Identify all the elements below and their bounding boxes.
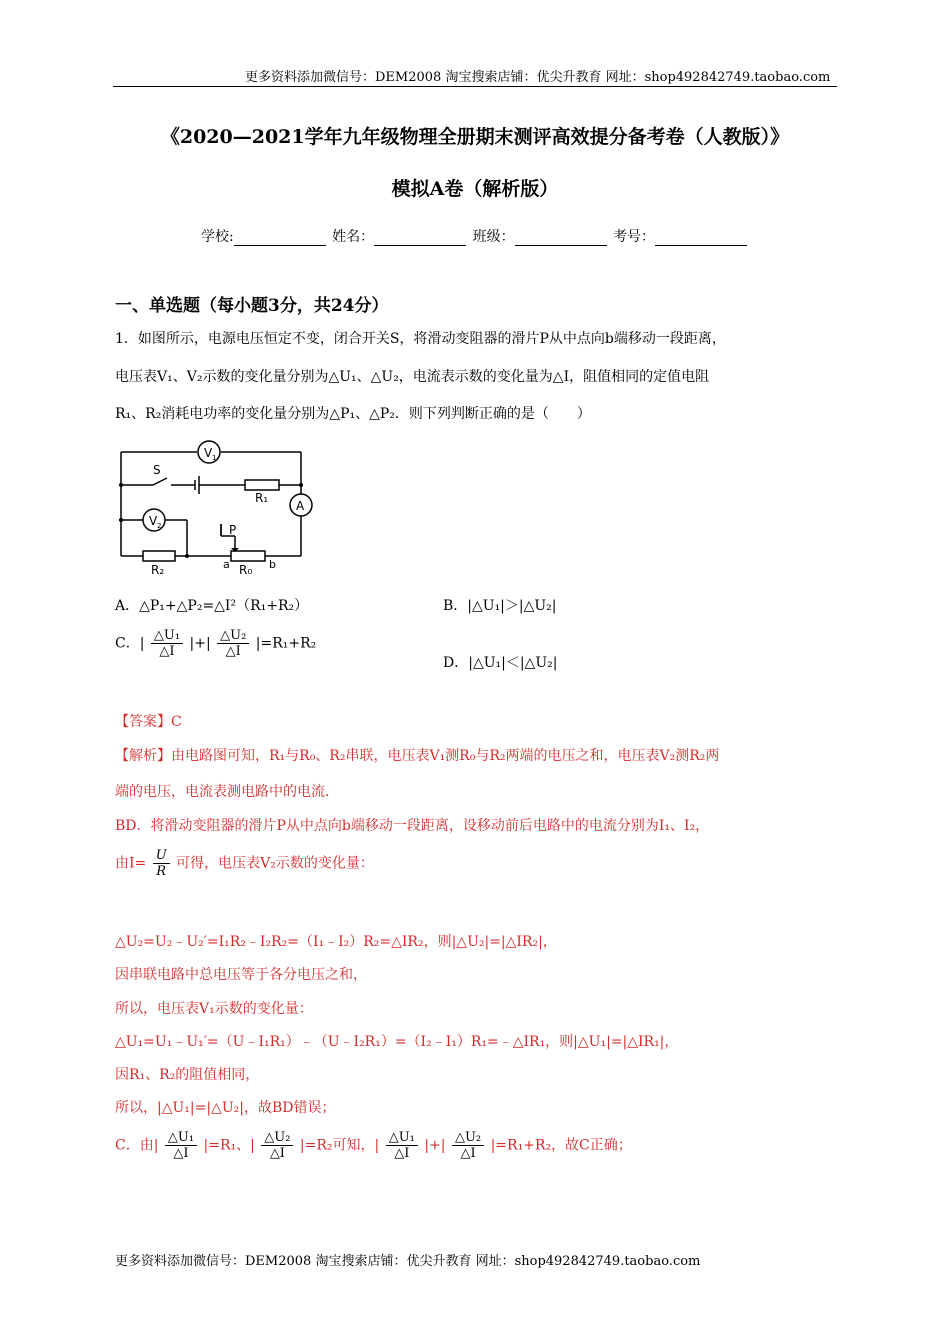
- fraction-du1-di: $\frac{\text{△U₁}}{\triangle I}$: [151, 628, 183, 659]
- name-label: 姓名：: [332, 229, 375, 245]
- page-header: 更多资料添加微信号：DEM2008 淘宝搜索店铺：优尖升教育 网址：shop492842749.taobao.com: [245, 70, 831, 85]
- analysis-line-3: BD．将滑动变阻器的滑片P从中点向b端移动一段距离，设移动前后电路中的电流分别为I₁、I₂，: [115, 818, 710, 834]
- answer-value: C: [171, 714, 182, 730]
- analysis-label: 【解析】: [115, 748, 171, 764]
- option-c: C．| $\frac{\text{△U₁}}{\triangle I}$ |+| $\frac{\text{△U₂}}{\triangle I}$ |=R₁+R₂: [115, 628, 317, 659]
- header-rule: [113, 86, 837, 87]
- school-label: 学校:: [200, 229, 234, 245]
- analysis-line-4: 由I= $\frac{U}{R}$ 可得，电压表V₂示数的变化量：: [115, 848, 374, 879]
- r2-label: R₂: [151, 563, 165, 577]
- v2-label: V: [149, 514, 158, 528]
- analysis-line-9: 因R₁、R₂的阻值相同，: [115, 1067, 260, 1083]
- slider-p-label: P: [229, 523, 237, 537]
- r0-label: R₀: [239, 563, 253, 577]
- v2-sub: 2: [157, 522, 162, 530]
- class-blank: [515, 231, 607, 246]
- page-footer: 更多资料添加微信号：DEM2008 淘宝搜索店铺：优尖升教育 网址：shop492842749.taobao.com: [115, 1254, 701, 1269]
- v1-label: V: [204, 446, 213, 460]
- analysis-line-8: △U₁=U₁﹣U₁′=（U﹣I₁R₁）﹣（U﹣I₂R₁）=（I₂﹣I₁）R₁=﹣△IR₁，则|△U₁|=|△IR₁|，: [115, 1034, 679, 1050]
- school-blank: [234, 231, 326, 246]
- name-blank: [374, 231, 466, 246]
- section-heading: 一、单选题（每小题3分，共24分）: [115, 296, 389, 316]
- v1-sub: 1: [212, 454, 217, 462]
- option-b: B．|△U₁|＞|△U₂|: [443, 598, 557, 614]
- question-line-3: R₁、R₂消耗电功率的变化量分别为△P₁、△P₂．则下列判断正确的是（ ）: [115, 406, 591, 422]
- terminal-b-label: b: [269, 558, 276, 571]
- question-line-2: 电压表V₁、V₂示数的变化量分别为△U₁、△U₂，电流表示数的变化量为△I，阻值相同的定值电阻: [115, 369, 710, 385]
- analysis-line-11: C．由| $\frac{\text{△U₁}}{\triangle I}$ |=R₁、| $\frac{\text{△U₂}}{\triangle I}$ |=R₂可知，| $\frac{\text{△U₁}}{\triangle I}$ |+| $\frac{\text{△U₂}}{\triangle I}$ |=R₁+R₂，故C正确；: [115, 1130, 632, 1161]
- page-subtitle: 模拟A卷（解析版）: [391, 178, 559, 200]
- option-d: D．|△U₁|＜|△U₂|: [443, 655, 558, 671]
- page-title: 《2020—2021学年九年级物理全册期末测评高效提分备考卷（人教版）》: [160, 126, 790, 148]
- analysis-line-7: 所以，电压表V₁示数的变化量：: [115, 1001, 313, 1017]
- r1-label: R₁: [255, 491, 269, 505]
- analysis-line-5: △U₂=U₂﹣U₂′=I₁R₂﹣I₂R₂=（I₁﹣I₂）R₂=△IR₂，则|△U₂|=|△IR₂|，: [115, 934, 557, 950]
- class-label: 班级：: [472, 229, 515, 245]
- analysis-line-1: 【解析】由电路图可知，R₁与R₀、R₂串联，电压表V₁测R₀与R₂两端的电压之和，电压表V₂测R₂两: [115, 748, 720, 764]
- terminal-a-label: a: [223, 558, 230, 571]
- analysis-line-2: 端的电压，电流表测电路中的电流．: [115, 784, 339, 800]
- exam-no-label: 考号：: [613, 229, 656, 245]
- fraction-du2-di: $\frac{\text{△U₂}}{\triangle I}$: [217, 628, 249, 659]
- circuit-diagram: [113, 438, 323, 578]
- ammeter-label: A: [296, 499, 305, 513]
- fraction-u-r: $\frac{U}{R}$: [153, 848, 170, 879]
- answer-line: [115, 711, 182, 731]
- analysis-line-10: 所以，|△U₁|=|△U₂|，故BD错误；: [115, 1100, 336, 1116]
- answer-label: 【答案】: [115, 714, 171, 730]
- analysis-line-6: 因串联电路中总电压等于各分电压之和，: [115, 967, 367, 983]
- option-a: A．△P₁+△P₂=△I²（R₁+R₂）: [115, 598, 309, 614]
- exam-no-blank: [655, 231, 747, 246]
- question-line-1: 1．如图所示，电源电压恒定不变，闭合开关S，将滑动变阻器的滑片P从中点向b端移动一段距离，: [115, 331, 726, 347]
- student-info: [0, 226, 950, 246]
- switch-label: S: [153, 463, 161, 477]
